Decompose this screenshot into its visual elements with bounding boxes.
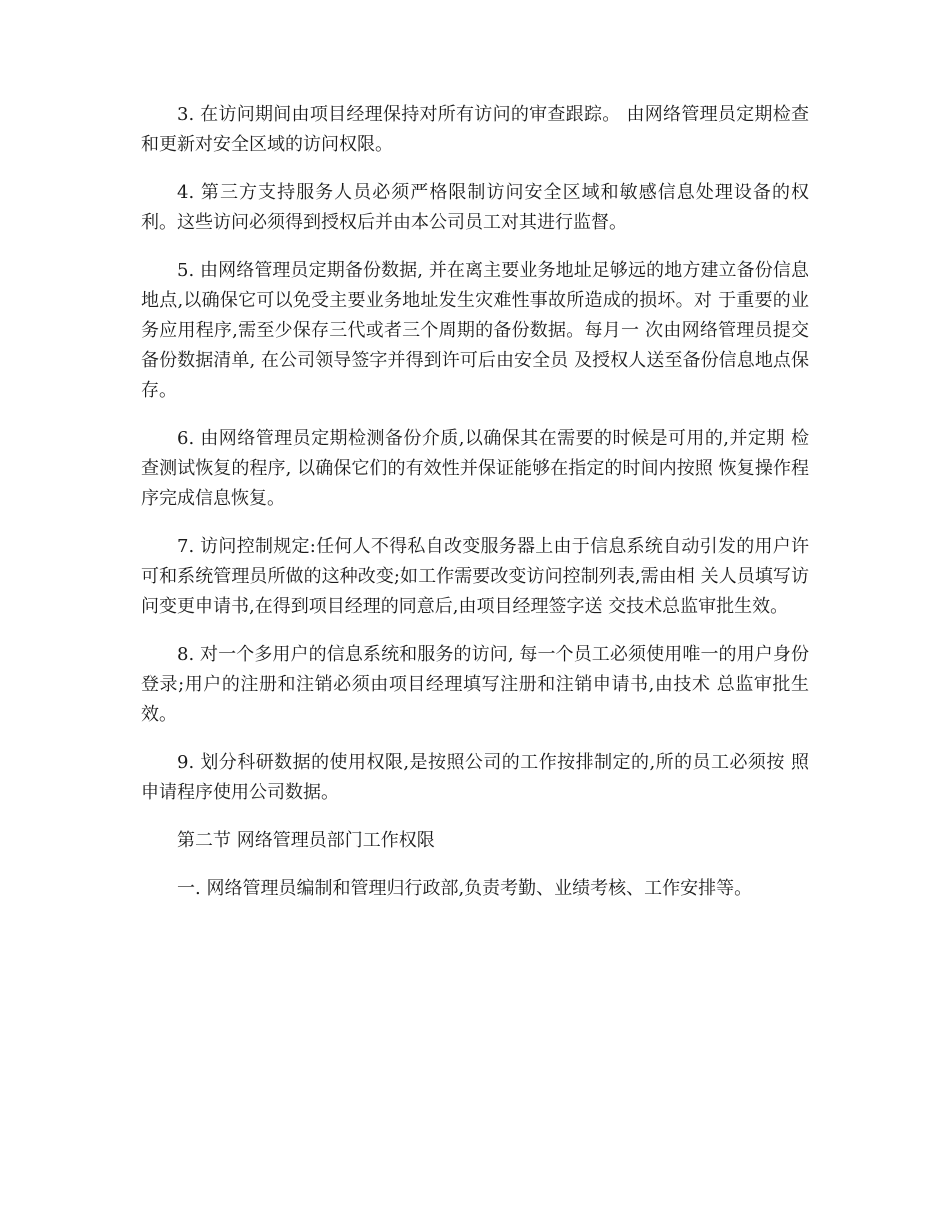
- section-heading: 第二节 网络管理员部门工作权限: [177, 830, 435, 851]
- document-body: [141, 100, 809, 922]
- paragraph-item-3: 3. 在访问期间由项目经理保持对所有访问的审查跟踪。 由网络管理员定期检查 和更新对安全区域的访问权限。: [141, 104, 809, 155]
- paragraph-item-6: 6. 由网络管理员定期检测备份介质,以确保其在需要的时候是可用的,并定期 检查测试恢复的程序, 以确保它们的有效性并保证能够在指定的时间内按照 恢复操作程序完成信息恢复。: [141, 428, 809, 509]
- paragraph-item-7: 7. 访问控制规定:任何人不得私自改变服务器上由于信息系统自动引发的用户许可和系统管理员所做的这种改变;如工作需要改变访问控制列表,需由相 关人员填写访问变更申请书,在得到项目经理的同意后,由项目经理签字送 交技术总监审批生效。: [141, 536, 809, 617]
- paragraph-item-4: 4. 第三方支持服务人员必须严格限制访问安全区域和敏感信息处理设备的权利。这些访问必须得到授权后并由本公司员工对其进行监督。: [141, 182, 809, 233]
- paragraph-item-5: 5. 由网络管理员定期备份数据, 并在离主要业务地址足够远的地方建立备份信息地点,以确保它可以免受主要业务地址发生灾难性事故所造成的损坏。对 于重要的业务应用程序,需至少保存三代或者三个周期的备份数据。每月一 次由网络管理员提交备份数据清单, 在公司领导签字并得到许可后由安全员 及授权人送至备份信息地点保存。: [141, 260, 809, 401]
- paragraph-item-9: 9. 划分科研数据的使用权限,是按照公司的工作按排制定的,所的员工必须按 照申请程序使用公司数据。: [141, 752, 809, 803]
- paragraph-item-one: 一. 网络管理员编制和管理归行政部,负责考勤、业绩考核、工作安排等。: [177, 878, 753, 899]
- paragraph-item-8: 8. 对一个多用户的信息系统和服务的访问, 每一个员工必须使用唯一的用户身份登录;用户的注册和注销必须由项目经理填写注册和注销申请书,由技术 总监审批生效。: [141, 644, 809, 725]
